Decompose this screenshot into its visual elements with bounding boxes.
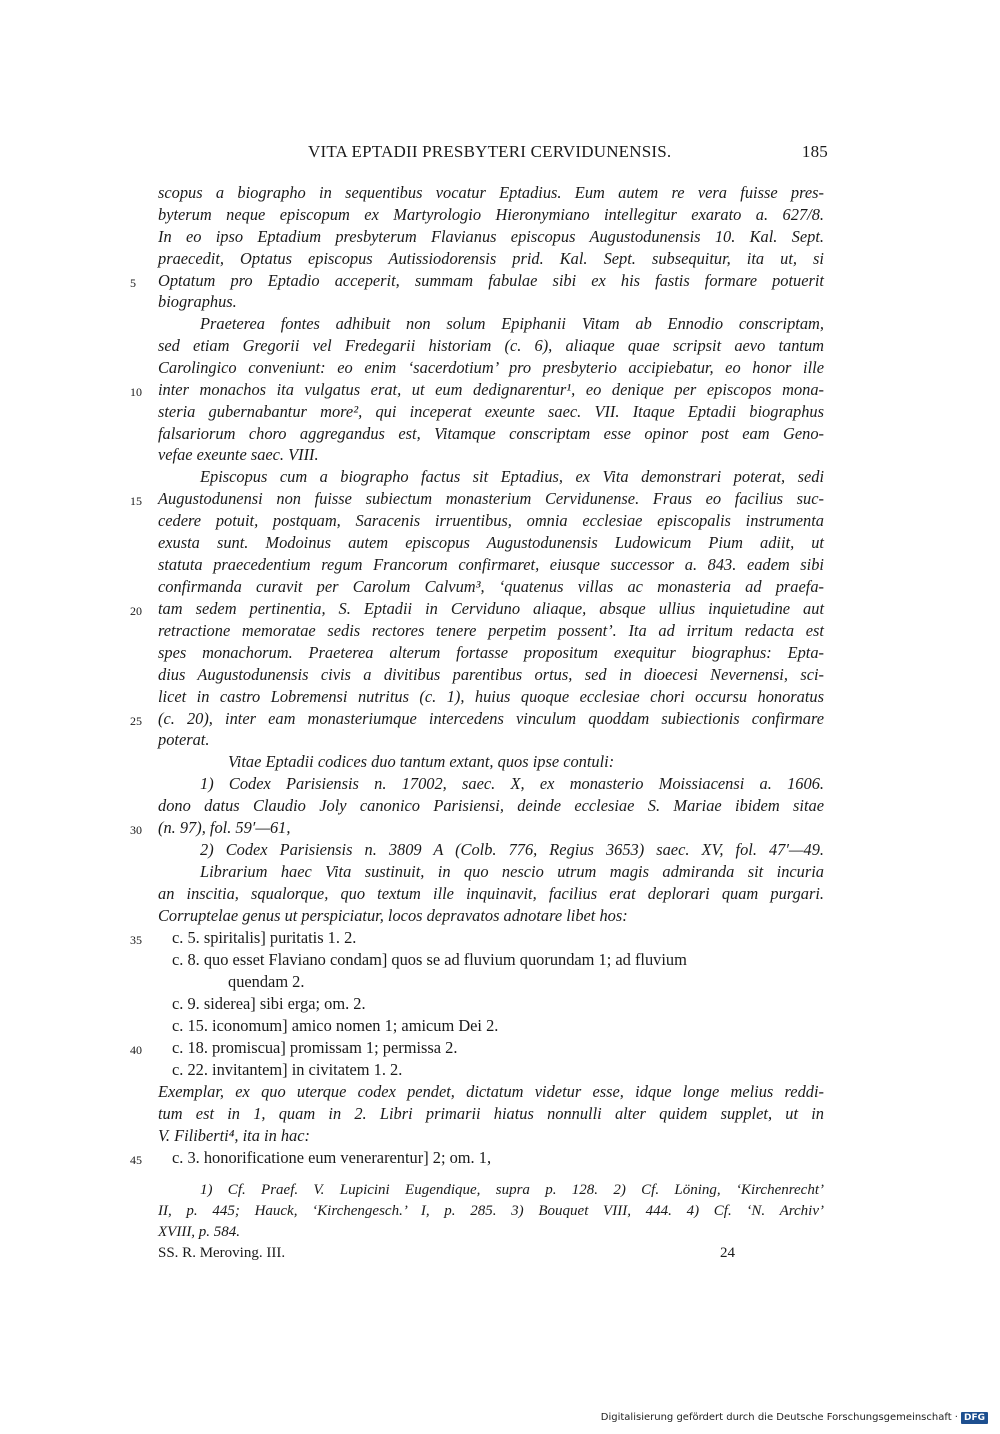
body-text-line: 2) Codex Parisiensis n. 3809 A (Colb. 776, Regius 3653) saec. XV, fol. 47′—49.	[200, 840, 824, 859]
body-text-line: Praeterea fontes adhibuit non solum Epiphanii Vitam ab Ennodio conscriptam,	[200, 314, 824, 333]
line-number: 15	[130, 494, 142, 508]
body-text-line: poterat.	[158, 730, 210, 749]
body-text-line: In eo ipso Eptadium presbyterum Flavianus episcopus Augustodunensis 10. Kal. Sept.	[158, 227, 824, 246]
dfg-logo: DFG	[961, 1412, 988, 1424]
body-text-line: Corruptelae genus ut perspiciatur, locos depravatos adnotare libet hos:	[158, 906, 628, 925]
body-text-line: Carolingico conveniunt: eo enim ‘sacerdotium’ pro presbyterio accipiebatur, eo honor ille	[158, 358, 824, 377]
page-number: 185	[801, 142, 828, 161]
body-text-line: Augustodunensi non fuisse subiectum monasterium Cervidunense. Fraus eo facilius suc-	[158, 489, 824, 508]
body-text-line: inter monachos ita vulgatus erat, ut eum dedignarentur¹, eo denique per episcopos mona-	[158, 380, 824, 399]
signature-right: 24	[720, 1245, 735, 1261]
body-text-line: Librarium haec Vita sustinuit, in quo nescio utrum magis admiranda sit incuria	[200, 862, 824, 881]
body-text-line: (n. 97), fol. 59′—61,	[158, 818, 291, 837]
line-number: 10	[130, 385, 142, 399]
body-text-line: cedere potuit, postquam, Saracenis irruentibus, omnia ecclesiae episcopalis instrumenta	[158, 511, 824, 530]
body-text-line: tum est in 1, quam in 2. Libri primarii hiatus nonnulli alter quidem supplet, ut in	[158, 1104, 824, 1123]
body-text-line: dius Augustodunensis civis a divitibus parentibus ortus, sed in dioecesi Nevernensi, sci-	[158, 665, 824, 684]
body-text-line: scopus a biographo in sequentibus vocatur Eptadius. Eum autem re vera fuisse pres-	[158, 183, 824, 202]
body-text-line: statuta praecedentium regum Francorum confirmaret, eiusque successor a. 843. eadem sibi	[158, 555, 824, 574]
body-text-line: vefae exeunte saec. VIII.	[158, 445, 319, 464]
body-text-line: c. 5. spiritalis] puritatis 1. 2.	[172, 928, 357, 947]
footnote-line: II, p. 445; Hauck, ‘Kirchengesch.’ I, p. 285. 3) Bouquet VIII, 444. 4) Cf. ‘N. Archiv’	[158, 1203, 824, 1219]
line-number: 40	[130, 1043, 142, 1057]
body-text-line: retractione memoratae sedis rectores tenere perpetim possent’. Ita ad irritum redacta est	[158, 621, 824, 640]
footnote-line: XVIII, p. 584.	[158, 1224, 241, 1240]
body-text-line: c. 9. siderea] sibi erga; om. 2.	[172, 994, 366, 1013]
line-number: 25	[130, 714, 142, 728]
body-text-line: c. 15. iconomum] amico nomen 1; amicum Dei 2.	[172, 1016, 499, 1035]
body-text-line: V. Filiberti⁴, ita in hac:	[158, 1126, 310, 1145]
body-text-line: quendam 2.	[228, 972, 305, 991]
body-text-line: Vitae Eptadii codices duo tantum extant, quos ipse contuli:	[228, 752, 615, 771]
body-text-line: tam sedem pertinentia, S. Eptadii in Cerviduno aliaque, absque ullius inquietudine aut	[158, 599, 824, 618]
line-number: 45	[130, 1153, 142, 1167]
body-text-line: licet in castro Lobremensi nutritus (c. 1), huius quoque ecclesiae chori occursu honoratus	[158, 687, 824, 706]
credit-text: Digitalisierung gefördert durch die Deutsche Forschungsgemeinschaft ·	[600, 1412, 958, 1423]
body-text-line: confirmanda curavit per Carolum Calvum³, ‘quatenus villas ac monasteria ad praefa-	[158, 577, 824, 596]
body-text-line: biographus.	[158, 292, 237, 311]
body-text-line: exusta sunt. Modoinus autem episcopus Augustodunensis Ludowicum Pium adiit, ut	[158, 533, 824, 552]
body-text-line: falsariorum choro aggregandus est, Vitamque conscriptam esse opinor post eam Geno-	[158, 424, 824, 443]
line-number: 5	[130, 276, 136, 290]
body-text-line: c. 3. honorificatione eum venerarentur] 2; om. 1,	[172, 1148, 492, 1167]
body-text-line: praecedit, Optatus episcopus Autissiodorensis prid. Kal. Sept. subsequitur, ita ut, si	[158, 249, 824, 268]
body-text-line: 1) Codex Parisiensis n. 17002, saec. X, ex monasterio Moissiacensi a. 1606.	[200, 774, 824, 793]
body-text-line: Episcopus cum a biographo factus sit Eptadius, ex Vita demonstrari poterat, sedi	[200, 467, 824, 486]
signature-left: SS. R. Meroving. III.	[158, 1245, 286, 1261]
body-text-line: dono datus Claudio Joly canonico Parisiensi, deinde ecclesiae S. Mariae ibidem sitae	[158, 796, 824, 815]
body-text-line: c. 8. quo esset Flaviano condam] quos se ad fluvium quorundam 1; ad fluvium	[172, 950, 687, 969]
body-text-line: (c. 20), inter eam monasteriumque intercedens vinculum quoddam subiectionis confirmare	[158, 709, 824, 728]
body-text-line: byterum neque episcopum ex Martyrologio Hieronymiano intellegitur exarato a. 627/8.	[158, 205, 824, 224]
body-text-line: Exemplar, ex quo uterque codex pendet, dictatum videtur esse, idque longe melius reddi-	[158, 1082, 824, 1101]
body-text-line: c. 18. promiscua] promissam 1; permissa 2.	[172, 1038, 458, 1057]
body-text-line: c. 22. invitantem] in civitatem 1. 2.	[172, 1060, 403, 1079]
line-number: 35	[130, 933, 142, 947]
body-text-line: spes monachorum. Praeterea alterum fortasse propositum exequitur biographus: Epta-	[158, 643, 824, 662]
body-text-line: an inscitia, squalorque, quo textum ille inquinavit, facilius erat deplorari quam purgari.	[158, 884, 824, 903]
footnote-line: 1) Cf. Praef. V. Lupicini Eugendique, supra p. 128. 2) Cf. Löning, ‘Kirchenrecht’	[200, 1182, 824, 1198]
body-text-line: steria gubernabantur more², qui inceperat exeunte saec. VII. Itaque Eptadii biographus	[158, 402, 824, 421]
body-text-line: Optatum pro Eptadio acceperit, summam fabulae sibi ex his fastis formare potuerit	[158, 271, 824, 290]
body-text-line: sed etiam Gregorii vel Fredegarii historiam (c. 6), aliaque quae scripsit aevo tantum	[158, 336, 824, 355]
running-title: VITA EPTADII PRESBYTERI CERVIDUNENSIS.	[308, 142, 672, 161]
digitization-credit	[601, 1412, 988, 1424]
line-number: 30	[130, 823, 142, 837]
line-number: 20	[130, 604, 142, 618]
